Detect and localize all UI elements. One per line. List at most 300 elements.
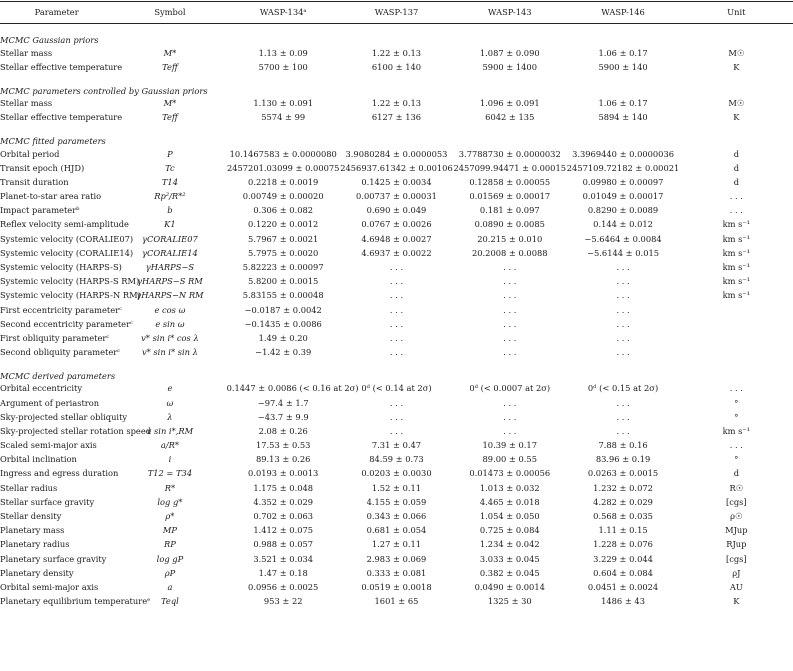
cell-parameter: Systemic velocity (CORALIE14) <box>0 247 134 258</box>
cell-parameter: Planetary equilibrium temperatureᵉ <box>0 596 151 607</box>
cell-unit: ρJ <box>732 567 741 578</box>
header-parameter: Parameter <box>34 6 79 17</box>
cell-wasp146: . . . <box>616 262 630 273</box>
cell-unit: ° <box>734 454 739 465</box>
cell-wasp137: 2.983 ± 0.069 <box>366 553 427 564</box>
cell-symbol: Tc <box>165 162 175 173</box>
cell-wasp134: 10.1467583 ± 0.0000080 <box>229 148 337 159</box>
table-row <box>0 232 793 246</box>
cell-symbol: a/R* <box>160 440 179 451</box>
cell-wasp146: 0.568 ± 0.035 <box>593 511 653 522</box>
cell-wasp134: 0.1220 ± 0.0012 <box>248 219 319 230</box>
cell-symbol: v* sin i* sin λ <box>141 347 198 358</box>
cell-wasp146: 1.232 ± 0.072 <box>593 482 653 493</box>
cell-parameter: Systemic velocity (HARPS-S RM) <box>0 276 140 287</box>
cell-symbol: P <box>167 148 173 159</box>
cell-unit: R☉ <box>729 482 744 493</box>
cell-wasp134: 2457201.03099 ± 0.00075 <box>226 162 340 173</box>
cell-wasp146: 1.11 ± 0.15 <box>598 525 648 536</box>
cell-wasp143: 0ᵈ (< 0.0007 at 2σ) <box>469 383 551 394</box>
cell-wasp146: . . . <box>616 318 630 329</box>
cell-parameter: Planetary density <box>0 567 74 578</box>
section-title: MCMC fitted parameters <box>0 135 106 146</box>
table-row <box>0 424 793 438</box>
cell-wasp146: 3.229 ± 0.044 <box>593 553 653 564</box>
table-row <box>0 538 793 552</box>
table-row <box>0 189 793 203</box>
cell-symbol: log g* <box>157 496 183 507</box>
cell-unit: km s⁻¹ <box>722 233 751 244</box>
cell-unit: MJup <box>725 525 748 536</box>
cell-parameter: First eccentricity parameterᶜ <box>0 304 123 315</box>
table-row <box>0 274 793 288</box>
table-row <box>0 495 793 509</box>
table-row <box>0 246 793 260</box>
cell-wasp137: 3.9080284 ± 0.0000053 <box>345 148 448 159</box>
cell-wasp146: 0.09980 ± 0.00097 <box>582 176 664 187</box>
cell-wasp137: . . . <box>389 262 404 273</box>
cell-symbol: γCORALIE14 <box>142 247 198 258</box>
cell-unit: M☉ <box>728 47 745 58</box>
spacer-cell <box>0 360 793 371</box>
cell-wasp137: . . . <box>389 304 404 315</box>
cell-wasp137: 0.0767 ± 0.0026 <box>361 219 432 230</box>
cell-wasp137: . . . <box>389 411 404 422</box>
cell-wasp146: . . . <box>616 276 630 287</box>
cell-unit: km s⁻¹ <box>722 219 751 230</box>
cell-wasp146: 4.282 ± 0.029 <box>593 496 653 507</box>
table-row <box>0 467 793 481</box>
cell-wasp143: 3.033 ± 0.045 <box>479 553 540 564</box>
cell-wasp134: −1.42 ± 0.39 <box>255 347 312 358</box>
cell-parameter: Stellar mass <box>0 98 53 109</box>
cell-wasp146: 3.3969440 ± 0.0000036 <box>572 148 675 159</box>
section-title-row <box>0 85 793 96</box>
cell-wasp143: 20.215 ± 0.010 <box>477 233 543 244</box>
cell-parameter: Stellar effective temperature <box>0 112 123 123</box>
cell-wasp137: . . . <box>389 425 404 436</box>
table-row <box>0 317 793 331</box>
cell-wasp134: 1.130 ± 0.091 <box>253 98 314 109</box>
cell-unit: km s⁻¹ <box>722 276 751 287</box>
cell-parameter: Systemic velocity (CORALIE07) <box>0 233 134 244</box>
cell-wasp134: 5.8200 ± 0.0015 <box>248 276 319 287</box>
table-row <box>0 175 793 189</box>
cell-symbol: M* <box>163 98 177 109</box>
header-wasp134: WASP-134ᵃ <box>259 6 307 17</box>
cell-unit: ° <box>734 411 739 422</box>
cell-wasp143: 1.096 ± 0.091 <box>479 98 540 109</box>
cell-wasp137: 4.155 ± 0.059 <box>366 496 427 507</box>
cell-wasp143: . . . <box>503 332 517 343</box>
cell-wasp143: 6042 ± 135 <box>485 112 535 123</box>
cell-parameter: Planetary mass <box>0 525 65 536</box>
section-title-row <box>0 35 793 46</box>
table-row <box>0 438 793 452</box>
cell-wasp134: 1.175 ± 0.048 <box>253 482 314 493</box>
cell-parameter: Transit duration <box>0 176 69 187</box>
cell-parameter: Orbital inclination <box>0 454 77 465</box>
cell-wasp143: 10.39 ± 0.17 <box>482 440 537 451</box>
cell-unit <box>680 331 793 345</box>
spacer-cell <box>0 24 793 35</box>
cell-wasp134: 0.0956 ± 0.0025 <box>248 581 319 592</box>
cell-wasp143: 1.087 ± 0.090 <box>479 47 540 58</box>
section-spacer <box>0 125 793 136</box>
header-unit: Unit <box>727 6 746 17</box>
cell-wasp137: . . . <box>389 290 404 301</box>
cell-wasp134: 0.988 ± 0.057 <box>253 539 314 550</box>
cell-wasp146: 1486 ± 43 <box>601 596 645 607</box>
cell-parameter: Orbital semi-major axis <box>0 581 99 592</box>
cell-wasp143: 0.0490 ± 0.0014 <box>474 581 545 592</box>
cell-wasp143: . . . <box>503 411 517 422</box>
table-row <box>0 46 793 60</box>
cell-wasp134: 5574 ± 99 <box>261 112 306 123</box>
cell-symbol: i <box>168 454 172 465</box>
cell-parameter: Stellar mass <box>0 47 53 58</box>
cell-wasp143: 1325 ± 30 <box>487 596 532 607</box>
table-row <box>0 96 793 110</box>
cell-parameter: Argument of periastron <box>0 397 100 408</box>
cell-wasp134: 1.412 ± 0.075 <box>253 525 314 536</box>
cell-parameter: Transit epoch (HJD) <box>0 162 85 173</box>
header-wasp146: WASP-146 <box>601 6 645 17</box>
cell-wasp134: 0.00749 ± 0.00020 <box>242 191 324 202</box>
cell-wasp134: 5.7967 ± 0.0021 <box>248 233 319 244</box>
cell-wasp137: 4.6937 ± 0.0022 <box>361 247 432 258</box>
table-row <box>0 481 793 495</box>
section-spacer <box>0 360 793 371</box>
cell-symbol: RP <box>164 539 176 550</box>
cell-symbol: Teff <box>162 112 178 123</box>
cell-unit: . . . <box>729 191 743 202</box>
cell-wasp137: 0.690 ± 0.049 <box>366 205 427 216</box>
cell-wasp134: 3.521 ± 0.034 <box>253 553 314 564</box>
cell-wasp146: . . . <box>616 304 630 315</box>
cell-wasp143: 0.12858 ± 0.00055 <box>469 176 551 187</box>
cell-wasp143: . . . <box>503 347 517 358</box>
cell-wasp146: 7.88 ± 0.16 <box>598 440 648 451</box>
cell-wasp143: . . . <box>503 290 517 301</box>
cell-wasp143: 2457099.94471 ± 0.00015 <box>453 162 567 173</box>
section-title-row <box>0 371 793 382</box>
cell-parameter: Planetary radius <box>0 539 70 550</box>
cell-wasp137: 0.333 ± 0.081 <box>366 567 427 578</box>
cell-unit: [cgs] <box>725 496 747 507</box>
cell-wasp134: 953 ± 22 <box>263 596 303 607</box>
cell-wasp134: 89.13 ± 0.26 <box>255 454 311 465</box>
cell-parameter: Impact parameterᵇ <box>0 205 80 216</box>
cell-unit: d <box>733 176 739 187</box>
cell-unit: [cgs] <box>725 553 747 564</box>
cell-wasp134: −0.1435 ± 0.0086 <box>244 318 322 329</box>
cell-wasp134: −43.7 ± 9.9 <box>257 411 309 422</box>
cell-parameter: Stellar surface gravity <box>0 496 95 507</box>
cell-wasp143: . . . <box>503 304 517 315</box>
cell-parameter: Planetary surface gravity <box>0 553 107 564</box>
cell-unit <box>680 303 793 317</box>
cell-wasp146: 2457109.72182 ± 0.00021 <box>566 162 680 173</box>
cell-symbol: e cos ω <box>154 304 186 315</box>
table-row <box>0 396 793 410</box>
cell-wasp137: 0.0519 ± 0.0018 <box>361 581 432 592</box>
cell-wasp137: . . . <box>389 276 404 287</box>
cell-symbol: ρP <box>164 567 176 578</box>
cell-wasp143: 0.181 ± 0.097 <box>479 205 540 216</box>
table-row <box>0 382 793 396</box>
cell-wasp134: −97.4 ± 1.7 <box>257 397 309 408</box>
cell-wasp146: 0.0263 ± 0.0015 <box>587 468 659 479</box>
cell-parameter: Sky-projected stellar obliquity <box>0 411 128 422</box>
cell-wasp134: 1.47 ± 0.18 <box>258 567 308 578</box>
cell-unit: km s⁻¹ <box>722 247 751 258</box>
cell-unit: km s⁻¹ <box>722 290 751 301</box>
table-row <box>0 580 793 594</box>
cell-parameter: Second eccentricity parameterᶜ <box>0 318 133 329</box>
cell-symbol: MP <box>162 525 177 536</box>
table-row <box>0 161 793 175</box>
cell-wasp146: 1.06 ± 0.17 <box>598 98 648 109</box>
cell-unit: ° <box>734 397 739 408</box>
cell-symbol: γHARPS−S RM <box>137 276 203 287</box>
table-row <box>0 289 793 303</box>
cell-wasp137: 6100 ± 140 <box>371 61 422 72</box>
cell-wasp137: . . . <box>389 347 404 358</box>
cell-wasp134: 0.702 ± 0.063 <box>253 511 314 522</box>
table-row <box>0 204 793 218</box>
cell-wasp146: 0ᵈ (< 0.15 at 2σ) <box>587 383 659 394</box>
cell-unit: . . . <box>729 205 743 216</box>
cell-wasp146: −5.6464 ± 0.0084 <box>584 233 662 244</box>
cell-wasp143: 0.01569 ± 0.00017 <box>469 191 551 202</box>
cell-unit: ρ☉ <box>730 511 743 522</box>
cell-wasp137: 1.52 ± 0.11 <box>371 482 422 493</box>
cell-wasp146: . . . <box>616 332 630 343</box>
table-row <box>0 303 793 317</box>
table-row <box>0 111 793 125</box>
cell-symbol: v sin i*,RM <box>146 425 194 436</box>
cell-wasp137: 4.6948 ± 0.0027 <box>361 233 432 244</box>
cell-wasp146: 0.8290 ± 0.0089 <box>587 205 659 216</box>
cell-parameter: Ingress and egress duration <box>0 468 119 479</box>
section-spacer <box>0 74 793 85</box>
cell-unit: d <box>733 148 739 159</box>
cell-unit: km s⁻¹ <box>722 425 751 436</box>
cell-wasp146: 0.144 ± 0.012 <box>593 219 653 230</box>
cell-wasp134: 2.08 ± 0.26 <box>258 425 308 436</box>
cell-parameter: Second obliquity parameterᶜ <box>0 347 121 358</box>
cell-wasp146: . . . <box>616 347 630 358</box>
table-row <box>0 523 793 537</box>
cell-symbol: λ <box>167 411 173 422</box>
cell-wasp137: 0.0203 ± 0.0030 <box>361 468 432 479</box>
cell-wasp143: . . . <box>503 318 517 329</box>
cell-unit: km s⁻¹ <box>722 262 751 273</box>
cell-unit: d <box>733 162 739 173</box>
cell-symbol: b <box>167 205 173 216</box>
cell-wasp143: . . . <box>503 425 517 436</box>
table-row <box>0 552 793 566</box>
cell-unit <box>680 317 793 331</box>
cell-wasp137: 0ᵈ (< 0.14 at 2σ) <box>361 383 432 394</box>
cell-parameter: Systemic velocity (HARPS-N RM) <box>0 290 141 301</box>
cell-wasp146: 0.0451 ± 0.0024 <box>587 581 659 592</box>
cell-parameter: Reflex velocity semi-amplitude <box>0 219 129 230</box>
cell-wasp146: 5894 ± 140 <box>598 112 648 123</box>
cell-wasp137: 1.22 ± 0.13 <box>371 98 422 109</box>
cell-symbol: γCORALIE07 <box>142 233 198 244</box>
header-symbol: Symbol <box>154 6 186 17</box>
cell-parameter: Scaled semi-major axis <box>0 440 97 451</box>
cell-wasp134: 0.1447 ± 0.0086 (< 0.16 at 2σ) <box>226 383 359 394</box>
section-spacer <box>0 24 793 35</box>
table-row <box>0 509 793 523</box>
cell-wasp146: 83.96 ± 0.19 <box>595 454 651 465</box>
cell-wasp134: 5700 ± 100 <box>258 61 308 72</box>
cell-parameter: Systemic velocity (HARPS-S) <box>0 262 122 273</box>
cell-wasp137: 0.00737 ± 0.00031 <box>356 191 437 202</box>
cell-unit: d <box>733 468 739 479</box>
cell-wasp134: 5.82223 ± 0.00097 <box>242 262 324 273</box>
cell-parameter: Orbital eccentricity <box>0 383 83 394</box>
cell-wasp137: . . . <box>389 397 404 408</box>
cell-wasp146: . . . <box>616 290 630 301</box>
table-row <box>0 594 793 608</box>
cell-wasp143: 0.01473 ± 0.00056 <box>469 468 551 479</box>
cell-unit: . . . <box>729 383 743 394</box>
cell-wasp137: 0.343 ± 0.066 <box>366 511 427 522</box>
cell-wasp143: 5900 ± 1400 <box>482 61 537 72</box>
table-row <box>0 345 793 359</box>
table-row <box>0 410 793 424</box>
cell-symbol: ω <box>166 397 174 408</box>
cell-unit: RJup <box>726 539 747 550</box>
cell-wasp143: 1.234 ± 0.042 <box>479 539 540 550</box>
table-row <box>0 453 793 467</box>
cell-wasp134: −0.0187 ± 0.0042 <box>244 304 322 315</box>
cell-wasp134: 4.352 ± 0.029 <box>253 496 314 507</box>
spacer-cell <box>0 125 793 136</box>
cell-wasp137: . . . <box>389 318 404 329</box>
cell-unit: AU <box>729 581 743 592</box>
cell-symbol: e sin ω <box>155 318 185 329</box>
cell-wasp146: 5900 ± 140 <box>598 61 648 72</box>
cell-unit <box>680 345 793 359</box>
table-row <box>0 260 793 274</box>
cell-wasp137: 1601 ± 65 <box>374 596 419 607</box>
cell-wasp143: . . . <box>503 262 517 273</box>
cell-symbol: T14 <box>161 176 178 187</box>
cell-symbol: R* <box>164 482 176 493</box>
cell-wasp137: 6127 ± 136 <box>371 112 422 123</box>
cell-symbol: e <box>167 383 173 394</box>
cell-wasp146: . . . <box>616 411 630 422</box>
cell-parameter: Sky-projected stellar rotation speed <box>0 425 152 436</box>
cell-wasp143: 0.725 ± 0.084 <box>479 525 540 536</box>
cell-parameter: Orbital period <box>0 148 60 159</box>
table-row <box>0 331 793 345</box>
cell-parameter: Stellar radius <box>0 482 58 493</box>
section-title: MCMC Gaussian priors <box>0 35 99 46</box>
cell-wasp134: 0.2218 ± 0.0019 <box>248 176 319 187</box>
section-title: MCMC parameters controlled by Gaussian priors <box>0 85 208 96</box>
cell-wasp143: 0.0890 ± 0.0085 <box>474 219 545 230</box>
cell-wasp137: . . . <box>389 332 404 343</box>
header-wasp137: WASP-137 <box>374 6 419 17</box>
cell-wasp134: 5.83155 ± 0.00048 <box>242 290 324 301</box>
table-row <box>0 566 793 580</box>
cell-wasp134: 0.0193 ± 0.0013 <box>248 468 319 479</box>
header-row <box>0 2 793 22</box>
cell-wasp146: 0.604 ± 0.084 <box>593 567 653 578</box>
cell-wasp146: 1.228 ± 0.076 <box>593 539 653 550</box>
cell-wasp143: 1.013 ± 0.032 <box>479 482 540 493</box>
cell-symbol: γHARPS−S <box>145 262 195 273</box>
cell-wasp137: 1.27 ± 0.11 <box>371 539 422 550</box>
cell-unit: K <box>733 596 740 607</box>
cell-symbol: γHARPS−N RM <box>136 290 204 301</box>
cell-wasp137: 0.681 ± 0.054 <box>366 525 427 536</box>
cell-symbol: log gP <box>156 553 184 564</box>
header-wasp143: WASP-143 <box>487 6 532 17</box>
cell-wasp137: 0.1425 ± 0.0034 <box>361 176 432 187</box>
cell-unit: K <box>733 112 740 123</box>
cell-wasp143: 0.382 ± 0.045 <box>479 567 540 578</box>
cell-symbol: Rp²/R*² <box>154 191 186 202</box>
cell-wasp143: . . . <box>503 397 517 408</box>
cell-parameter: Planet-to-star area ratio <box>0 191 102 202</box>
table-row <box>0 60 793 74</box>
cell-parameter: Stellar density <box>0 511 62 522</box>
cell-wasp146: −5.6144 ± 0.015 <box>587 247 660 258</box>
cell-wasp143: 20.2008 ± 0.0088 <box>471 247 548 258</box>
section-title-row <box>0 136 793 147</box>
cell-wasp143: 4.465 ± 0.018 <box>479 496 540 507</box>
cell-wasp134: 17.53 ± 0.53 <box>255 440 311 451</box>
cell-wasp137: 84.59 ± 0.73 <box>369 454 424 465</box>
cell-symbol: Teff <box>162 61 178 72</box>
cell-symbol: ρ* <box>165 511 175 522</box>
cell-wasp146: . . . <box>616 425 630 436</box>
table-row <box>0 147 793 161</box>
cell-symbol: a <box>167 581 173 592</box>
table-body <box>0 24 793 609</box>
cell-symbol: M* <box>163 47 177 58</box>
cell-wasp134: 1.49 ± 0.20 <box>258 332 308 343</box>
cell-wasp143: 1.054 ± 0.050 <box>479 511 540 522</box>
cell-wasp137: 7.31 ± 0.47 <box>371 440 422 451</box>
cell-unit: . . . <box>729 440 743 451</box>
cell-unit: K <box>733 61 740 72</box>
cell-wasp146: . . . <box>616 397 630 408</box>
cell-wasp137: 2456937.61342 ± 0.00106 <box>340 162 453 173</box>
cell-symbol: K1 <box>164 219 176 230</box>
cell-wasp134: 0.306 ± 0.082 <box>253 205 314 216</box>
cell-wasp143: . . . <box>503 276 517 287</box>
cell-unit: M☉ <box>728 98 745 109</box>
cell-symbol: Teql <box>161 596 179 607</box>
cell-parameter: First obliquity parameterᶜ <box>0 332 110 343</box>
spacer-cell <box>0 74 793 85</box>
cell-wasp143: 3.7788730 ± 0.0000032 <box>458 148 561 159</box>
cell-wasp137: 1.22 ± 0.13 <box>371 47 422 58</box>
cell-wasp134: 5.7975 ± 0.0020 <box>248 247 319 258</box>
cell-parameter: Stellar effective temperature <box>0 61 123 72</box>
cell-wasp134: 1.13 ± 0.09 <box>258 47 308 58</box>
section-title: MCMC derived parameters <box>0 370 116 381</box>
cell-symbol: v* sin i* cos λ <box>141 332 199 343</box>
